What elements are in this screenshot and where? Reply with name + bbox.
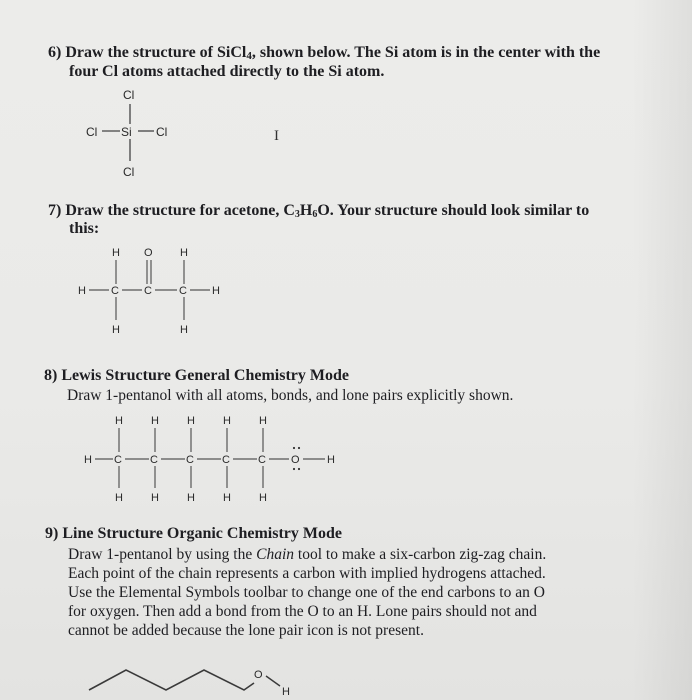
q9-line3: Each point of the chain represents a carbon with implied hydrogens attached. (68, 565, 546, 582)
acetone-h-right: H (212, 285, 220, 297)
q8-title: Lewis Structure General Chemistry Mode (61, 367, 349, 384)
q7-line2: this: (69, 220, 100, 237)
page-shadow (632, 0, 692, 700)
line-structure-h: H (282, 686, 290, 698)
q9-title: Line Structure Organic Chemistry Mode (62, 525, 342, 542)
q9-line2: Draw 1-pentanol by using the Chain tool to make a six-carbon zig-zag chain. (68, 546, 547, 563)
acetone-o: O (144, 247, 153, 259)
pentanol-lewis-structure (84, 410, 364, 505)
pentanol-h-left: H (84, 454, 92, 466)
pentanol-line-structure (86, 652, 306, 698)
pentanol-c1: C (114, 454, 122, 466)
q6-line2: four Cl atoms attached directly to the Si atom. (69, 63, 385, 80)
lone-pair-dot (298, 447, 300, 449)
sicl4-top-cl: Cl (123, 88, 135, 102)
q8-line1 (44, 366, 349, 386)
acetone-c2: C (144, 285, 152, 297)
sicl4-center-si: Si (121, 125, 132, 139)
q6-sub: 4 (246, 50, 252, 62)
acetone-h-top2: H (180, 247, 188, 259)
sicl4-right-cl: Cl (156, 125, 168, 139)
sicl4-structure (80, 85, 220, 185)
q9-line1 (45, 524, 342, 544)
pentanol-h-top5: H (259, 415, 267, 427)
pentanol-h-top3: H (187, 415, 195, 427)
q9-line4: Use the Elemental Symbols toolbar to change one of the end carbons to an O (68, 584, 545, 601)
lone-pair-dot (298, 468, 300, 470)
acetone-h-bottom1: H (112, 324, 120, 336)
q6-text-b: , shown below. The Si atom is in the center with the (251, 44, 601, 61)
pentanol-h-bot3: H (187, 492, 195, 504)
pentanol-h-bot2: H (151, 492, 159, 504)
q9-number: 9) (45, 525, 59, 542)
q6-text-a: Draw the structure of SiCl (65, 44, 247, 61)
pentanol-h-bot5: H (259, 492, 267, 504)
acetone-c1: C (111, 285, 119, 297)
q9-line5: for oxygen. Then add a bond from the O to an H. Lone pairs should not and (68, 603, 537, 620)
line-structure-o: O (254, 669, 263, 681)
acetone-structure (78, 244, 248, 339)
pentanol-h-right: H (327, 454, 335, 466)
pentanol-c4: C (222, 454, 230, 466)
q7-line1: 7) Draw the structure for acetone, C3H6O. Your structure should look similar to (48, 202, 590, 220)
text-cursor-icon: I (274, 128, 279, 144)
pentanol-h-top1: H (115, 415, 123, 427)
pentanol-c2: C (150, 454, 158, 466)
sicl4-bottom-cl: Cl (123, 165, 135, 179)
lone-pair-dot (293, 468, 295, 470)
acetone-h-top1: H (112, 247, 120, 259)
lone-pair-dot (293, 447, 295, 449)
q8-line2: Draw 1-pentanol with all atoms, bonds, and lone pairs explicitly shown. (67, 387, 514, 404)
pentanol-h-top4: H (223, 415, 231, 427)
sicl4-left-cl: Cl (86, 125, 98, 139)
acetone-h-left: H (78, 285, 86, 297)
q9-line6: cannot be added because the lone pair icon is not present. (68, 622, 424, 639)
pentanol-o: O (291, 454, 300, 466)
pentanol-c5: C (258, 454, 266, 466)
acetone-h-bottom2: H (180, 324, 188, 336)
pentanol-c3: C (186, 454, 194, 466)
pentanol-h-bot1: H (115, 492, 123, 504)
q8-number: 8) (44, 367, 58, 384)
pentanol-h-top2: H (151, 415, 159, 427)
acetone-c3: C (179, 285, 187, 297)
pentanol-h-bot4: H (223, 492, 231, 504)
q7-number: 7) (48, 202, 62, 219)
q6-number: 6) (48, 44, 62, 61)
